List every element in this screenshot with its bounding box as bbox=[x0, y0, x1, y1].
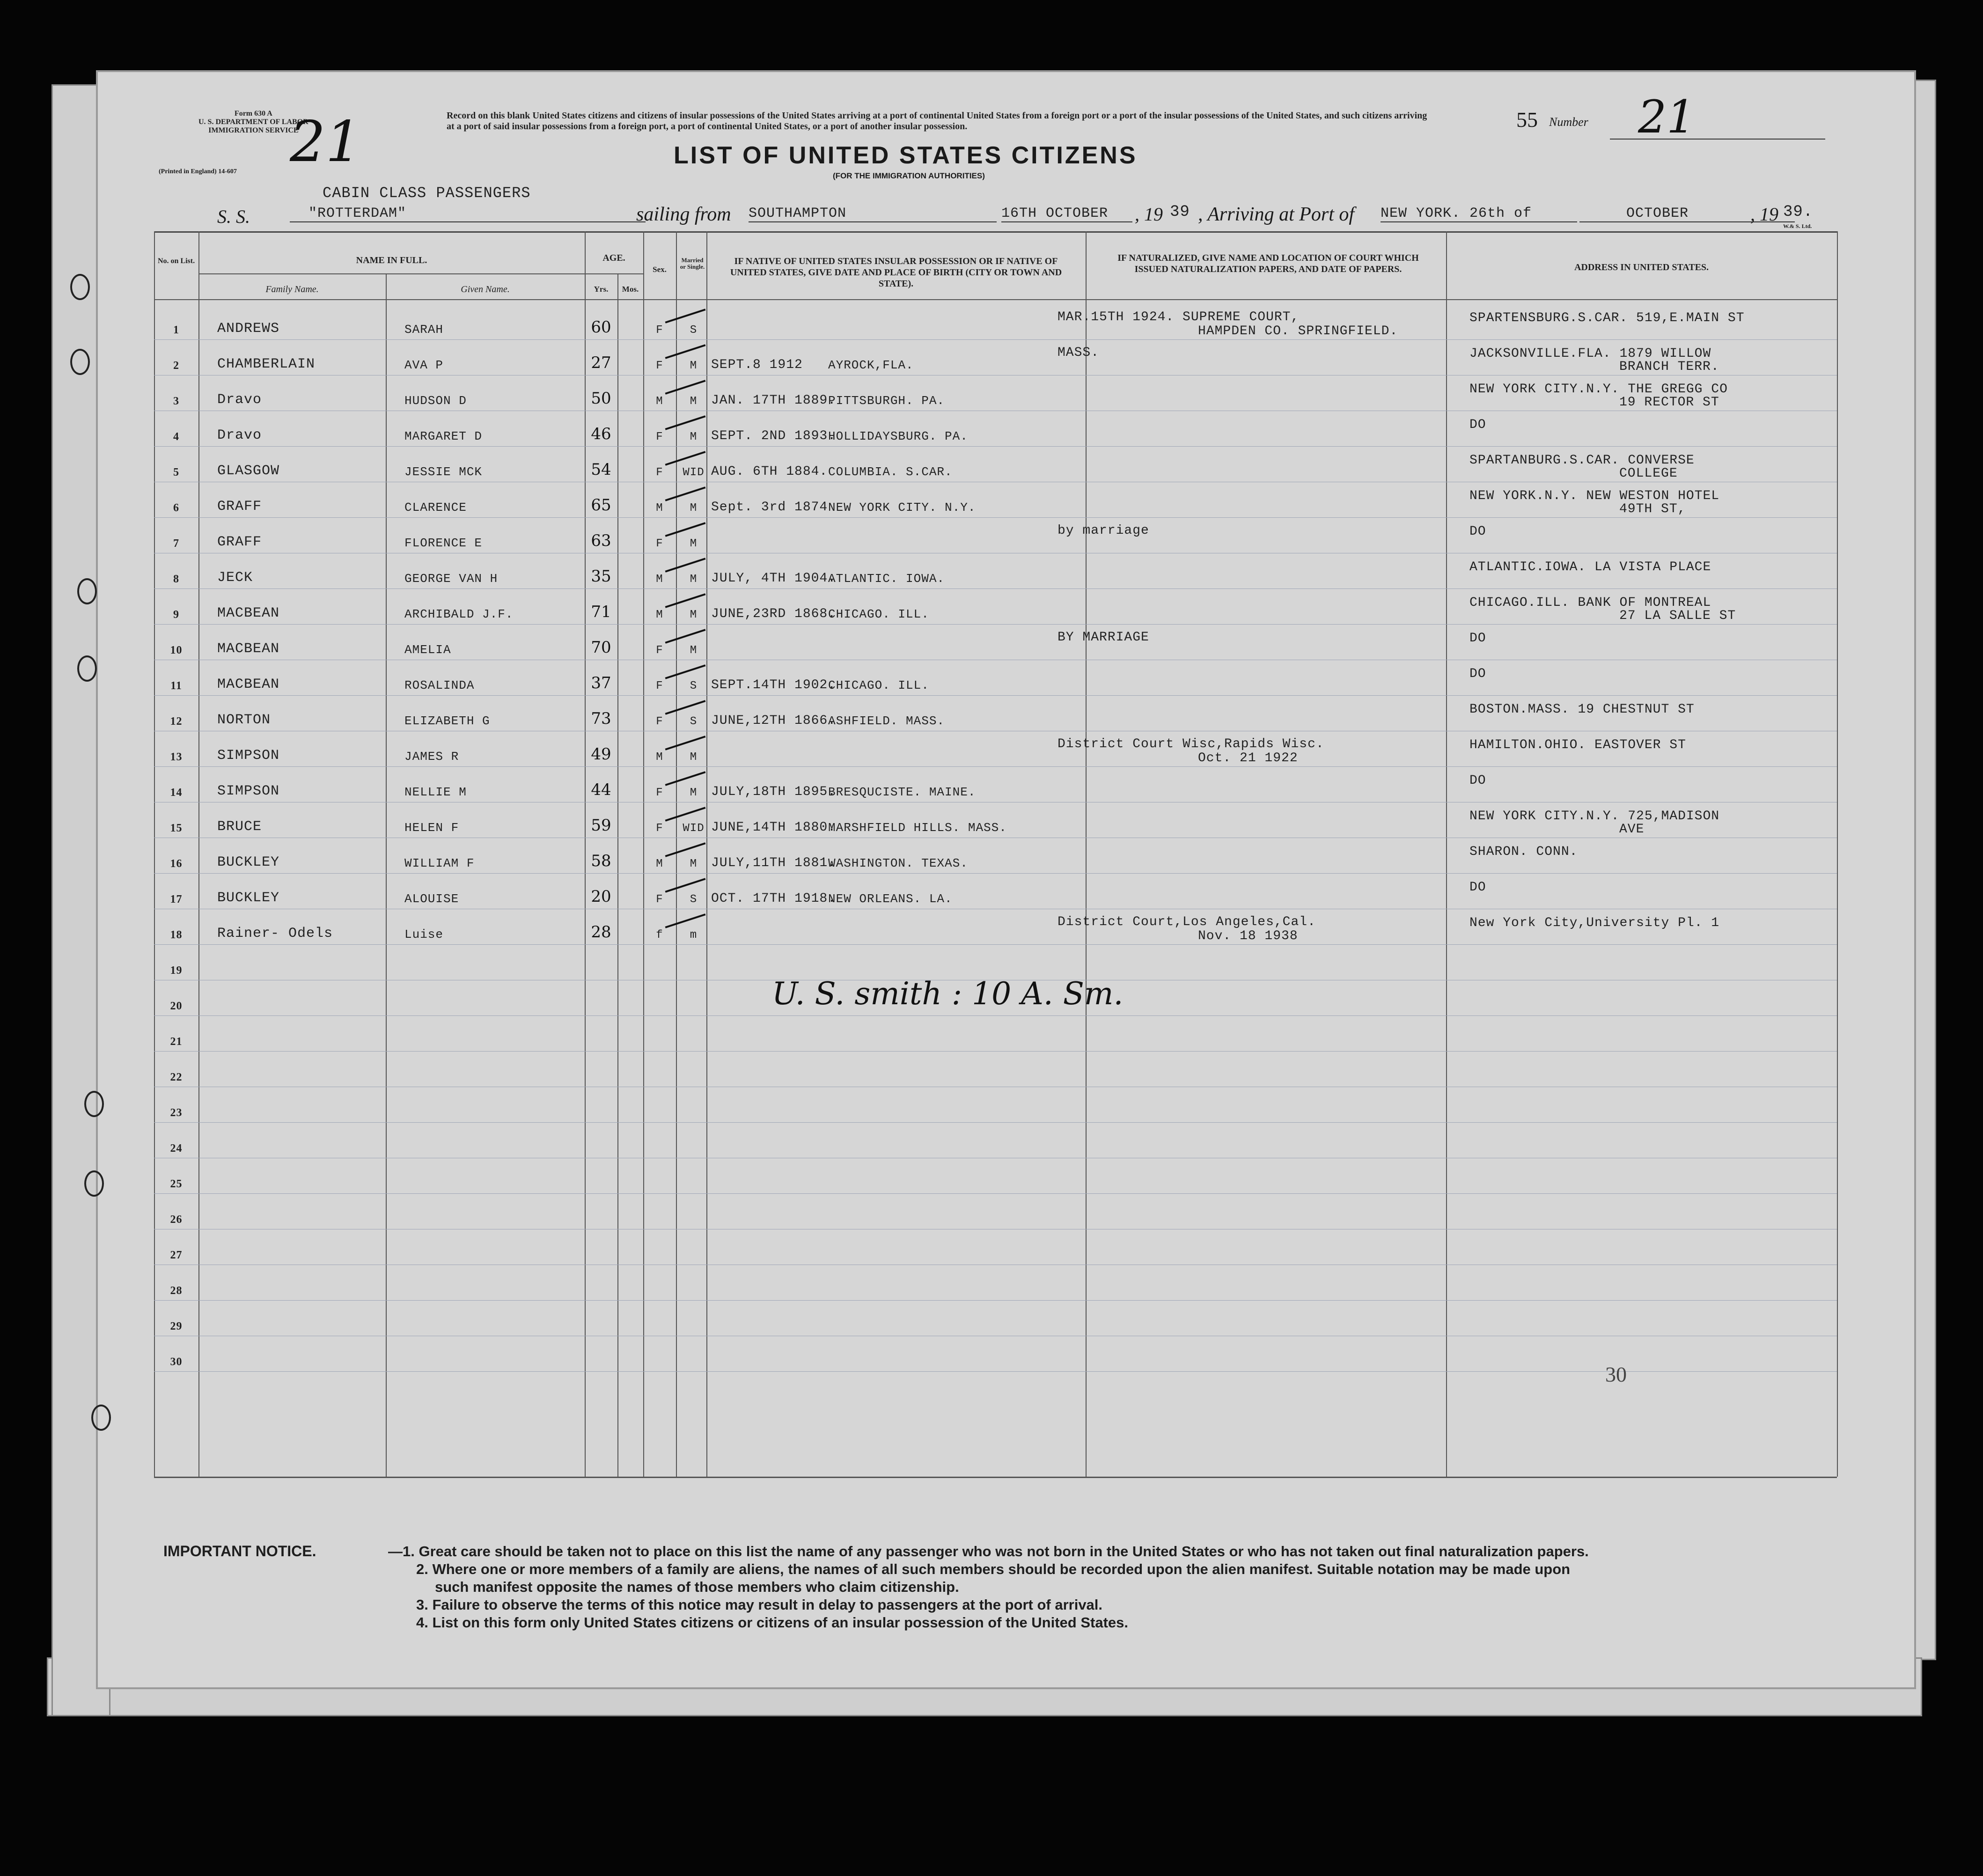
table-row bbox=[154, 304, 1837, 340]
cell-birth_date: JUNE,23RD 1868. bbox=[711, 607, 837, 621]
notice-heading: IMPORTANT NOTICE. bbox=[163, 1543, 316, 1560]
cell-no: 4 bbox=[173, 431, 179, 443]
table-row bbox=[154, 482, 1837, 518]
binder-hole bbox=[91, 1405, 111, 1431]
cell-addr: ATLANTIC.IOWA. LA VISTA PLACE bbox=[1469, 560, 1711, 574]
binder-hole bbox=[77, 578, 97, 604]
cell-family: GRAFF bbox=[217, 534, 262, 550]
page-title: LIST OF UNITED STATES CITIZENS bbox=[674, 142, 1138, 169]
cell-ms: M bbox=[690, 858, 698, 870]
cell-family: GLASGOW bbox=[217, 463, 280, 479]
pen-check-mark bbox=[665, 700, 706, 715]
table-row bbox=[154, 589, 1837, 625]
notice-item-3: 3. Failure to observe the terms of this notice may result in delay to passengers at the port of arrival. bbox=[416, 1596, 1103, 1613]
cell-addr: DO bbox=[1469, 880, 1486, 895]
cell-given: HUDSON D bbox=[404, 394, 467, 408]
cell-addr: DO bbox=[1469, 773, 1486, 788]
cell-family: SIMPSON bbox=[217, 783, 280, 799]
notice-item-2: 2. Where one or more members of a family are aliens, the names of all such members should be recorded upon the alien manifest. Suitable notation may be made upon bbox=[416, 1561, 1571, 1577]
ship-name: "ROTTERDAM" bbox=[290, 206, 646, 222]
cell-birth_place: HOLLIDAYSBURG. PA. bbox=[828, 429, 968, 443]
cell-ms: WID bbox=[683, 466, 705, 479]
cell-addr: SPARTANBURG.S.CAR. CONVERSE bbox=[1469, 453, 1695, 468]
col-header-naturalized: IF NATURALIZED, GIVE NAME AND LOCATION OF COURT WHICH ISSUED NATURALIZATION PAPERS, AND DATE OF PAPERS. bbox=[1117, 253, 1419, 274]
number-label: Number bbox=[1549, 115, 1588, 129]
cell-addr: DO bbox=[1469, 418, 1486, 432]
cell-no: 26 bbox=[170, 1214, 183, 1226]
cell-addr2: BRANCH TERR. bbox=[1619, 360, 1719, 374]
cell-ms: M bbox=[690, 644, 698, 657]
page-count: 30 bbox=[1605, 1362, 1627, 1386]
cell-no: 6 bbox=[173, 502, 179, 514]
cell-sex: F bbox=[656, 715, 663, 728]
cell-no: 1 bbox=[173, 324, 179, 336]
cell-given: AMELIA bbox=[404, 643, 451, 657]
cell-ms: S bbox=[690, 893, 698, 906]
table-bottom-border bbox=[154, 1477, 1837, 1478]
class-note: CABIN CLASS PASSENGERS bbox=[323, 184, 531, 202]
pen-check-mark bbox=[665, 807, 706, 822]
pen-check-mark bbox=[665, 309, 706, 324]
table-row bbox=[154, 446, 1837, 482]
cell-age: 20 bbox=[591, 887, 611, 906]
cell-family: Dravo bbox=[217, 427, 262, 443]
pen-check-mark bbox=[665, 664, 706, 679]
cell-age: 35 bbox=[591, 567, 611, 586]
cell-birth_place: NEW ORLEANS. LA. bbox=[828, 892, 953, 906]
cell-addr: NEW YORK.N.Y. NEW WESTON HOTEL bbox=[1469, 489, 1720, 503]
cell-age: 58 bbox=[591, 852, 611, 870]
cell-addr: HAMILTON.OHIO. EASTOVER ST bbox=[1469, 738, 1686, 752]
table-row bbox=[154, 660, 1837, 696]
list-number: 21 bbox=[1610, 96, 1825, 140]
cell-age: 65 bbox=[591, 496, 611, 515]
pen-check-mark bbox=[665, 878, 706, 893]
cell-ms: m bbox=[690, 929, 698, 942]
col-header-address: ADDRESS IN UNITED STATES. bbox=[1574, 262, 1709, 272]
cell-family: MACBEAN bbox=[217, 677, 280, 692]
cell-no: 17 bbox=[170, 893, 183, 905]
printer-mark: W.& S. Ltd. bbox=[1783, 223, 1812, 229]
cell-addr: DO bbox=[1469, 667, 1486, 681]
cell-addr: SPARTENSBURG.S.CAR. 519,E.MAIN ST bbox=[1469, 311, 1745, 325]
cell-addr: CHICAGO.ILL. BANK OF MONTREAL bbox=[1469, 596, 1711, 610]
table-row bbox=[154, 1193, 1837, 1229]
table-row bbox=[154, 1265, 1837, 1301]
cell-age: 71 bbox=[591, 603, 611, 621]
cell-sex: F bbox=[656, 644, 663, 657]
col-header-mos: Mos. bbox=[622, 285, 639, 294]
cell-given: GEORGE VAN H bbox=[404, 572, 498, 586]
cell-birth_date: SEPT. 2ND 1893. bbox=[711, 429, 837, 443]
cell-given: AVA P bbox=[404, 358, 444, 372]
cell-sex: F bbox=[656, 822, 663, 835]
cell-addr2: COLLEGE bbox=[1619, 466, 1678, 481]
cell-nat: District Court Wisc,Rapids Wisc. bbox=[1058, 737, 1324, 751]
page-subtitle: (FOR THE IMMIGRATION AUTHORITIES) bbox=[833, 171, 985, 180]
cell-no: 7 bbox=[173, 537, 179, 550]
table-row bbox=[154, 731, 1837, 767]
cell-given: SARAH bbox=[404, 323, 444, 337]
manifest-sheet bbox=[96, 70, 1916, 1689]
cell-ms: M bbox=[690, 609, 698, 621]
cell-birth_place: COLUMBIA. S.CAR. bbox=[828, 465, 953, 479]
cell-given: WILLIAM F bbox=[404, 856, 475, 870]
cell-birth_place: CHICAGO. ILL. bbox=[828, 678, 929, 692]
form-id: Form 630 A bbox=[234, 110, 272, 118]
cell-given: JAMES R bbox=[404, 750, 459, 764]
col-header-sex: Sex. bbox=[653, 265, 667, 274]
age-subheader-rule bbox=[585, 273, 643, 274]
cell-family: GRAFF bbox=[217, 499, 262, 515]
cell-birth_place: BRESQUCISTE. MAINE. bbox=[828, 785, 976, 799]
cell-no: 18 bbox=[170, 929, 183, 941]
pen-check-mark bbox=[665, 415, 706, 430]
table-row bbox=[154, 375, 1837, 411]
cell-ms: S bbox=[690, 715, 698, 728]
cell-no: 11 bbox=[170, 680, 182, 692]
cell-age: 44 bbox=[591, 780, 611, 799]
cell-birth_date: JULY,11TH 1881. bbox=[711, 856, 837, 870]
notice-item-1: —1. Great care should be taken not to place on this list the name of any passenger who was not born in the United States or who has not taken out final naturalization papers. bbox=[388, 1543, 1589, 1560]
cell-ms: M bbox=[690, 573, 698, 586]
cell-sex: M bbox=[656, 609, 663, 621]
cell-no: 16 bbox=[170, 858, 183, 870]
table-row bbox=[154, 873, 1837, 909]
cell-nat: by marriage bbox=[1058, 523, 1149, 538]
cell-family: SIMPSON bbox=[217, 748, 280, 764]
cell-given: HELEN F bbox=[404, 821, 459, 835]
cell-family: BUCKLEY bbox=[217, 854, 280, 870]
col-header-given: Given Name. bbox=[461, 284, 510, 294]
cell-no: 13 bbox=[170, 751, 183, 763]
cell-birth_date: JUNE,14TH 1880. bbox=[711, 820, 837, 835]
sailing-from: SOUTHAMPTON bbox=[749, 206, 997, 222]
cell-given: JESSIE MCK bbox=[404, 465, 483, 479]
cell-no: 22 bbox=[170, 1071, 183, 1083]
pen-check-mark bbox=[665, 913, 706, 928]
cell-ms: M bbox=[690, 751, 698, 764]
cell-no: 2 bbox=[173, 360, 179, 372]
cell-age: 49 bbox=[591, 745, 611, 764]
cell-family: NORTON bbox=[217, 712, 271, 728]
cell-age: 63 bbox=[591, 531, 611, 550]
table-row bbox=[154, 1336, 1837, 1372]
col-header-birth: IF NATIVE OF UNITED STATES INSULAR POSSESSION OR IF NATIVE OF UNITED STATES, GIVE DATE AND PLACE OF BIRTH (CITY OR TOWN AND STATE). bbox=[730, 256, 1062, 289]
cell-family: BUCKLEY bbox=[217, 890, 280, 906]
cell-family: Rainer- Odels bbox=[217, 926, 333, 942]
col-header-married: Married or Single. bbox=[680, 257, 705, 270]
pen-check-mark bbox=[665, 736, 706, 750]
cell-no: 10 bbox=[170, 644, 183, 656]
cell-no: 29 bbox=[170, 1320, 183, 1332]
cell-sex: M bbox=[656, 751, 663, 764]
cell-addr: New York City,University Pl. 1 bbox=[1469, 916, 1720, 930]
pen-check-mark bbox=[665, 344, 706, 359]
cell-birth_place: AYROCK,FLA. bbox=[828, 358, 914, 372]
cell-sex: F bbox=[656, 324, 663, 337]
handwritten-note: U. S. smith : 10 A. Sm. bbox=[772, 976, 1124, 1012]
cell-ms: S bbox=[690, 680, 698, 692]
cell-no: 14 bbox=[170, 787, 183, 799]
handwritten-list-number: 21 bbox=[290, 110, 361, 175]
table-row bbox=[154, 1229, 1837, 1265]
pen-check-mark bbox=[665, 486, 706, 501]
cell-addr: NEW YORK CITY.N.Y. 725,MADISON bbox=[1469, 809, 1720, 824]
cell-family: CHAMBERLAIN bbox=[217, 356, 316, 372]
binder-hole bbox=[70, 274, 90, 300]
cell-sex: M bbox=[656, 573, 663, 586]
sailing-label: sailing from bbox=[636, 204, 731, 225]
cell-sex: F bbox=[656, 431, 663, 443]
table-row bbox=[154, 1300, 1837, 1336]
cell-given: CLARENCE bbox=[404, 500, 467, 515]
sail-date: 16TH OCTOBER bbox=[1001, 206, 1132, 222]
table-top-border bbox=[154, 231, 1837, 233]
arriving-label: , Arriving at Port of bbox=[1198, 204, 1355, 225]
binder-hole bbox=[77, 655, 97, 682]
cell-age: 59 bbox=[591, 816, 611, 835]
cell-no: 3 bbox=[173, 395, 179, 407]
cell-no: 9 bbox=[173, 609, 179, 621]
cell-no: 12 bbox=[170, 715, 183, 728]
cell-sex: F bbox=[656, 537, 663, 550]
cell-ms: M bbox=[690, 502, 698, 515]
cell-no: 23 bbox=[170, 1107, 183, 1119]
cell-no: 15 bbox=[170, 822, 183, 834]
cell-family: MACBEAN bbox=[217, 605, 280, 621]
cell-nat: BY MARRIAGE bbox=[1058, 630, 1149, 645]
cell-family: ANDREWS bbox=[217, 321, 280, 337]
notice-item-4: 4. List on this form only United States citizens or citizens of an insular possession of the United States. bbox=[416, 1614, 1128, 1631]
pen-check-mark bbox=[665, 771, 706, 786]
cell-sex: M bbox=[656, 395, 663, 408]
cell-sex: F bbox=[656, 787, 663, 799]
table-row bbox=[154, 624, 1837, 660]
cell-addr: SHARON. CONN. bbox=[1469, 845, 1578, 859]
table-row bbox=[154, 553, 1837, 589]
arrive-year: 39. bbox=[1783, 203, 1814, 221]
arrival-port: NEW YORK. 26th of bbox=[1381, 206, 1577, 222]
cell-given: MARGARET D bbox=[404, 429, 483, 443]
cell-birth_place: PITTSBURGH. PA. bbox=[828, 394, 945, 408]
cell-age: 37 bbox=[591, 674, 611, 692]
sail-year-prefix: , 19 bbox=[1135, 204, 1163, 225]
cell-given: Luise bbox=[404, 927, 444, 942]
cell-nat: MASS. bbox=[1058, 346, 1100, 360]
table-row bbox=[154, 838, 1837, 874]
service: IMMIGRATION SERVICE bbox=[208, 126, 299, 134]
arrival-month: OCTOBER bbox=[1579, 206, 1795, 222]
cell-no: 30 bbox=[170, 1356, 183, 1368]
cell-family: Dravo bbox=[217, 392, 262, 408]
cell-age: 50 bbox=[591, 389, 611, 408]
cell-birth_date: JAN. 17TH 1889. bbox=[711, 393, 837, 408]
cell-sex: M bbox=[656, 858, 663, 870]
table-row bbox=[154, 1015, 1837, 1052]
cell-sex: F bbox=[656, 893, 663, 906]
cell-family: BRUCE bbox=[217, 819, 262, 835]
cell-ms: M bbox=[690, 431, 698, 443]
cell-addr: NEW YORK CITY.N.Y. THE GREGG CO bbox=[1469, 382, 1728, 397]
cell-birth_place: WASHINGTON. TEXAS. bbox=[828, 856, 968, 870]
cell-no: 20 bbox=[170, 1000, 183, 1012]
cell-birth_place: ASHFIELD. MASS. bbox=[828, 714, 945, 728]
cell-addr2: 49TH ST, bbox=[1619, 502, 1686, 516]
cell-sex: F bbox=[656, 680, 663, 692]
important-notice bbox=[163, 1542, 1905, 1632]
cell-ms: M bbox=[690, 360, 698, 372]
cell-no: 19 bbox=[170, 964, 183, 977]
col-header-no: No. on List. bbox=[157, 257, 195, 265]
cell-age: 27 bbox=[591, 353, 611, 372]
cell-given: ALOUISE bbox=[404, 892, 459, 906]
table-row bbox=[154, 339, 1837, 375]
printed-note: (Printed in England) 14-607 bbox=[159, 168, 237, 175]
list-prefix: 55 bbox=[1516, 108, 1538, 132]
cell-addr: JACKSONVILLE.FLA. 1879 WILLOW bbox=[1469, 346, 1711, 361]
cell-age: 28 bbox=[591, 923, 611, 942]
cell-birth_date: JUNE,12TH 1866. bbox=[711, 714, 837, 728]
pen-check-mark bbox=[665, 380, 706, 395]
cell-birth_date: JULY,18TH 1895. bbox=[711, 785, 837, 799]
cell-birth_date: Sept. 3rd 1874 bbox=[711, 500, 828, 515]
table-row bbox=[154, 909, 1837, 945]
cell-nat2: Nov. 18 1938 bbox=[1198, 929, 1298, 943]
cell-sex: f bbox=[656, 929, 663, 942]
cell-sex: F bbox=[656, 360, 663, 372]
col-header-age: AGE. bbox=[602, 253, 625, 263]
sail-year: 39 bbox=[1170, 203, 1190, 221]
table-row bbox=[154, 766, 1837, 802]
cell-addr: DO bbox=[1469, 524, 1486, 539]
cell-birth_date: SEPT.8 1912 bbox=[711, 358, 803, 372]
ss-label: S. S. bbox=[217, 206, 250, 227]
name-subheader-rule bbox=[198, 273, 585, 274]
cell-addr2: 19 RECTOR ST bbox=[1619, 395, 1719, 410]
cell-given: ROSALINDA bbox=[404, 678, 475, 692]
col-header-family: Family Name. bbox=[265, 284, 319, 294]
cell-given: ARCHIBALD J.F. bbox=[404, 607, 514, 621]
cell-addr: DO bbox=[1469, 631, 1486, 646]
cell-nat: District Court,Los Angeles,Cal. bbox=[1058, 915, 1316, 929]
cell-nat2: HAMPDEN CO. SPRINGFIELD. bbox=[1198, 324, 1398, 338]
cell-age: 73 bbox=[591, 709, 611, 728]
cell-no: 21 bbox=[170, 1036, 183, 1048]
pen-check-mark bbox=[665, 842, 706, 857]
cell-birth_date: JULY, 4TH 1904. bbox=[711, 571, 837, 586]
table-row bbox=[154, 802, 1837, 838]
cell-sex: M bbox=[656, 502, 663, 515]
instruction-text: Record on this blank United States citizens and citizens of insular possessions of the United States arriving at a port of continental United States from a foreign port or a port of the insular possessions of the United States, and such citizens arriving at a port of said insular possessions from a foreign port, a port of continental United States, or a port of another insular possession. bbox=[447, 110, 1427, 132]
cell-given: FLORENCE E bbox=[404, 536, 483, 550]
table-row bbox=[154, 1158, 1837, 1194]
pen-check-mark bbox=[665, 451, 706, 466]
cell-ms: M bbox=[690, 395, 698, 408]
cell-age: 46 bbox=[591, 425, 611, 443]
cell-ms: M bbox=[690, 787, 698, 799]
table-row bbox=[154, 517, 1837, 553]
cell-no: 28 bbox=[170, 1285, 183, 1297]
cell-birth_place: ATLANTIC. IOWA. bbox=[828, 572, 945, 586]
cell-family: MACBEAN bbox=[217, 641, 280, 657]
cell-age: 70 bbox=[591, 638, 611, 657]
header-bottom-border bbox=[154, 299, 1837, 300]
cell-age: 54 bbox=[591, 460, 611, 479]
table-row bbox=[154, 1087, 1837, 1123]
cell-addr2: AVE bbox=[1619, 822, 1645, 837]
cell-ms: M bbox=[690, 537, 698, 550]
table-row bbox=[154, 411, 1837, 447]
table-row bbox=[154, 1122, 1837, 1158]
cell-addr: BOSTON.MASS. 19 CHESTNUT ST bbox=[1469, 702, 1695, 717]
pen-check-mark bbox=[665, 558, 706, 573]
pen-check-mark bbox=[665, 593, 706, 608]
cell-addr2: 27 LA SALLE ST bbox=[1619, 609, 1736, 623]
notice-item-2-cont: such manifest opposite the names of those members who claim citizenship. bbox=[435, 1579, 959, 1595]
cell-family: JECK bbox=[217, 570, 253, 586]
cell-sex: F bbox=[656, 466, 663, 479]
cell-nat2: Oct. 21 1922 bbox=[1198, 751, 1298, 765]
cell-birth_date: AUG. 6TH 1884. bbox=[711, 464, 828, 479]
cell-ms: S bbox=[690, 324, 698, 337]
table-row bbox=[154, 1051, 1837, 1087]
arrive-year-prefix: , 19 bbox=[1750, 204, 1778, 225]
col-line bbox=[1837, 231, 1838, 1477]
cell-birth_place: NEW YORK CITY. N.Y. bbox=[828, 500, 976, 515]
cell-given: ELIZABETH G bbox=[404, 714, 490, 728]
table-row bbox=[154, 944, 1837, 980]
col-header-yrs: Yrs. bbox=[594, 285, 609, 294]
binder-hole bbox=[70, 349, 90, 375]
cell-birth_date: OCT. 17TH 1918. bbox=[711, 891, 837, 906]
cell-no: 24 bbox=[170, 1142, 183, 1155]
cell-birth_place: CHICAGO. ILL. bbox=[828, 607, 929, 621]
cell-no: 8 bbox=[173, 573, 179, 585]
department: U. S. DEPARTMENT OF LABOR bbox=[198, 118, 308, 126]
cell-ms: WID bbox=[683, 822, 705, 835]
cell-no: 5 bbox=[173, 466, 179, 478]
col-header-name: NAME IN FULL. bbox=[356, 255, 427, 265]
table-row bbox=[154, 695, 1837, 731]
binder-hole bbox=[84, 1091, 104, 1117]
pen-check-mark bbox=[665, 522, 706, 537]
cell-no: 25 bbox=[170, 1178, 183, 1190]
cell-birth_place: MARSHFIELD HILLS. MASS. bbox=[828, 821, 1007, 835]
cell-no: 27 bbox=[170, 1249, 183, 1261]
cell-nat: MAR.15TH 1924. SUPREME COURT, bbox=[1058, 310, 1300, 324]
pen-check-mark bbox=[665, 629, 706, 644]
cell-given: NELLIE M bbox=[404, 785, 467, 799]
binder-hole bbox=[84, 1170, 104, 1197]
cell-birth_date: SEPT.14TH 1902. bbox=[711, 678, 837, 692]
cell-age: 60 bbox=[591, 318, 611, 337]
